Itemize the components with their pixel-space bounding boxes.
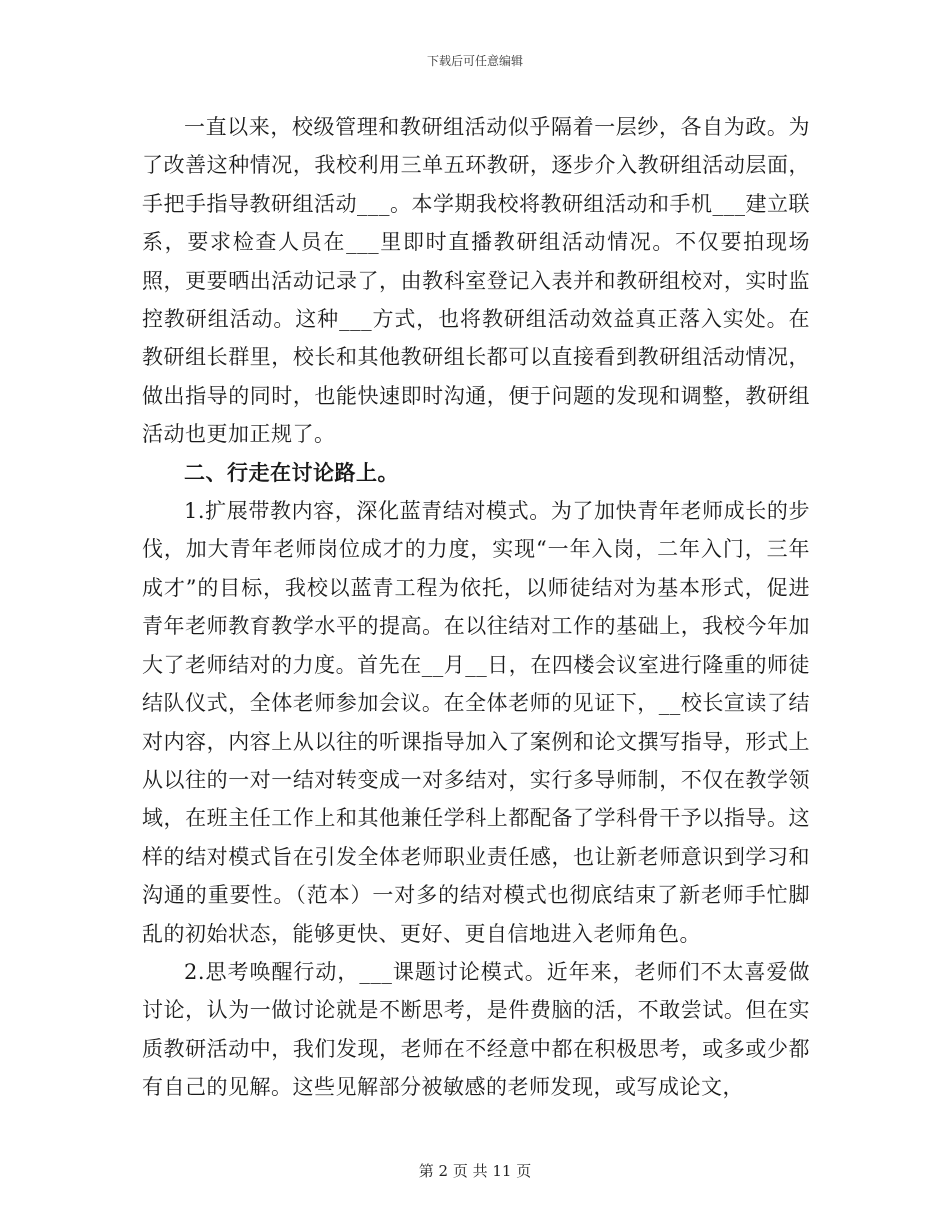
- paragraph-management: 一直以来，校级管理和教研组活动似乎隔着一层纱，各自为政。为了改善这种情况，我校利用三单五环教研，逐步介入教研组活动层面，手把手指导教研组活动___。本学期我校将教研组活动和手机___建立联系，要求检查人员在___里即时直播教研组活动情况。不仅要拍现场照，更要晒出活动记录了，由教科室登记入表并和教研组校对，实时监控教研组活动。这种___方式，也将教研组活动效益真正落入实处。在教研组长群里，校长和其他教研组长都可以直接看到教研组活动情况，做出指导的同时，也能快速即时沟通，便于问题的发现和调整，教研组活动也更加正规了。: [142, 115, 810, 447]
- document-body: [142, 108, 810, 1107]
- paragraph-mentoring: 1.扩展带教内容，深化蓝青结对模式。为了加快青年老师成长的步伐，加大青年老师岗位成才的力度，实现“一年入岗，二年入门，三年成才”的目标，我校以蓝青工程为依托，以师徒结对为基本形式，促进青年老师教育教学水平的提高。在以往结对工作的基础上，我校今年加大了老师结对的力度。首先在__月__日，在四楼会议室进行隆重的师徒结队仪式，全体老师参加会议。在全体老师的见证下，__校长宣读了结对内容，内容上从以往的听课指导加入了案例和论文撰写指导，形式上从以往的一对一结对转变成一对多结对，实行多导师制，不仅在教学领域，在班主任工作上和其他兼任学科上都配备了学科骨干予以指导。这样的结对模式旨在引发全体老师职业责任感，也让新老师意识到学习和沟通的重要性。（范本）一对多的结对模式也彻底结束了新老师手忙脚乱的初始状态，能够更快、更好、更自信地进入老师角色。: [142, 499, 810, 946]
- section-heading: 二、行走在讨论路上。: [184, 459, 399, 485]
- page-number: 第 2 页 共 11 页: [418, 1162, 532, 1180]
- header-note: 下载后可任意编辑: [426, 54, 523, 68]
- paragraph-research: 2.思考唤醒行动，___课题讨论模式。近年来，老师们不太喜爱做讨论，认为一做讨论就是不断思考，是件费脑的活，不敢尝试。但在实质教研活动中，我们发现，老师在不经意中都在积极思考，或多或少都有自己的见解。这些见解部分被敏感的老师发现，或写成论文，: [142, 959, 810, 1100]
